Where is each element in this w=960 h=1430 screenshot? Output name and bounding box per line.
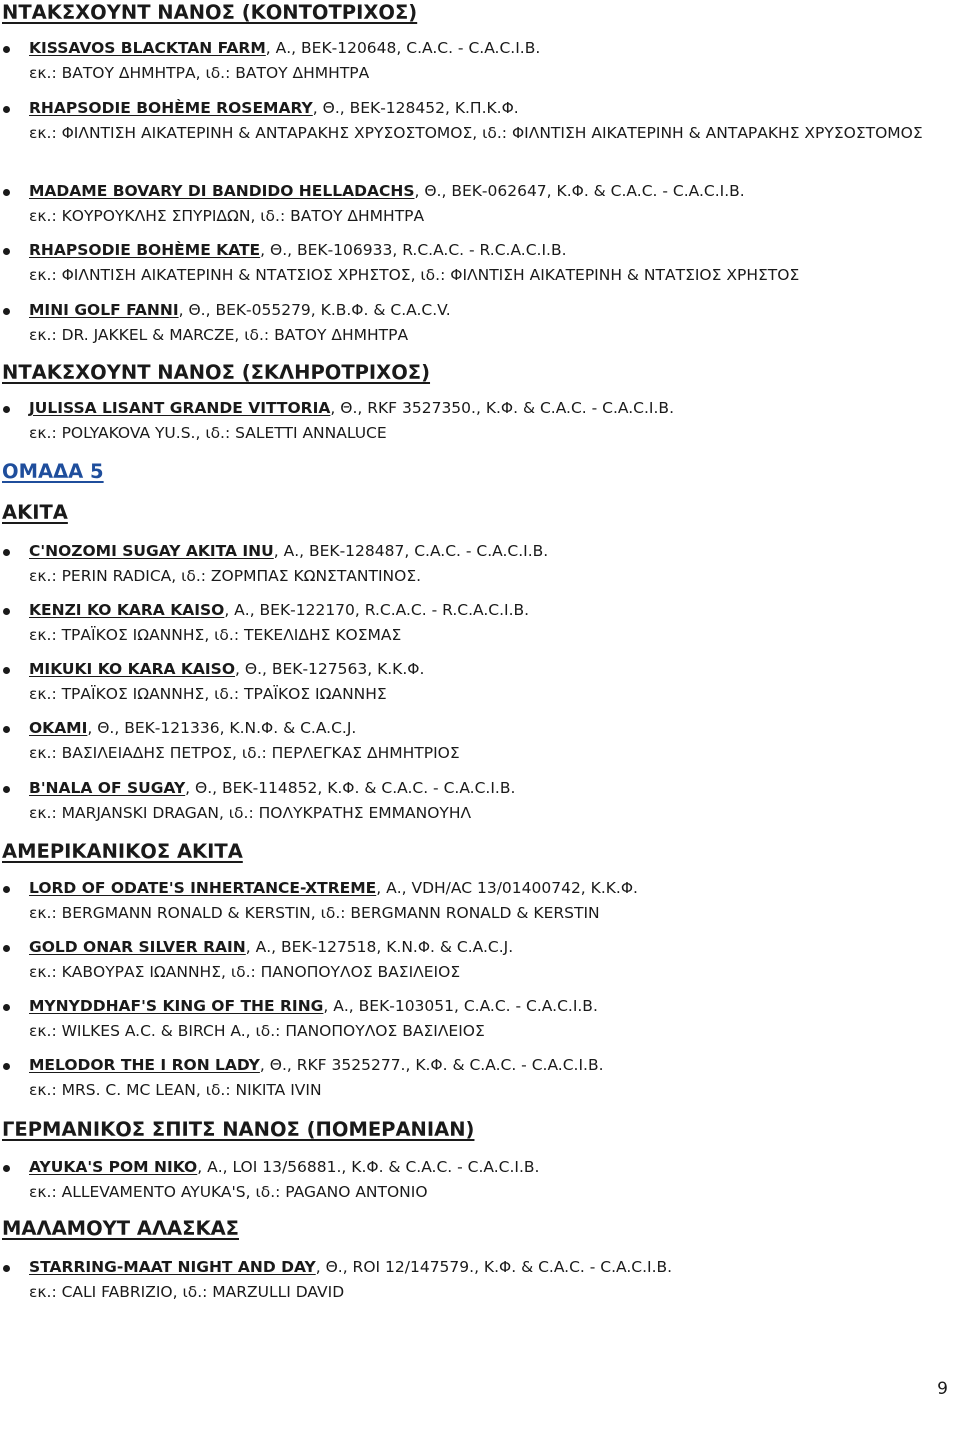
list-item [0,96,929,146]
bullet-icon [3,945,10,952]
section-pomeranian [0,1118,474,1142]
dog-owners: εκ.: ΤΡΑΪΚΟΣ ΙΩΑΝΝΗΣ, ιδ.: ΤΕΚΕΛΙΔΗΣ ΚΟΣΜΑΣ [29,626,402,644]
dog-details: , Θ., ΒΕΚ-121336, Κ.Ν.Φ. & C.A.C.J. [87,719,357,737]
list-item [0,776,515,826]
dog-owners: εκ.: ΤΡΑΪΚΟΣ ΙΩΑΝΝΗΣ, ιδ.: ΤΡΑΪΚΟΣ ΙΩΑΝΝΗΣ [29,685,387,703]
dog-name: MELODOR THE I RON LADY [29,1056,260,1074]
dog-name: STARRING-MAAT NIGHT AND DAY [29,1258,316,1276]
bullet-icon [3,726,10,733]
section-dachshund-miniature-wire [0,361,430,385]
list-item [0,994,598,1044]
dog-name: MADAME BOVARY DI BANDIDO HELLADACHS [29,182,415,200]
dog-details: , Θ., RKF 3525277., Κ.Φ. & C.A.C. - C.A.C.I.B. [259,1056,604,1074]
list-item [0,935,513,985]
section-american-akita [0,840,243,864]
dog-owners: εκ.: ΚΟΥΡΟΥΚΛΗΣ ΣΠΥΡΙΔΩΝ, ιδ.: ΒΑΤΟΥ ΔΗΜΗΤΡΑ [29,207,425,225]
list-item [0,1053,604,1103]
dog-owners: εκ.: ΒΑΣΙΛΕΙΑΔΗΣ ΠΕΤΡΟΣ, ιδ.: ΠΕΡΛΕΓΚΑΣ ΔΗΜΗΤΡΙΟΣ [29,744,460,762]
dog-name: OKAMI [29,719,88,737]
dog-details: , Θ., ΒΕΚ-062647, Κ.Φ. & C.A.C. - C.A.C.I.B. [414,182,745,200]
dog-name: RHAPSODIE BOHÈME ROSEMARY [29,99,313,117]
dog-name: AYUKA'S POM NIKO [29,1158,198,1176]
list-item [0,396,674,446]
dog-owners: εκ.: ΚΑΒΟΥΡΑΣ ΙΩΑΝΝΗΣ, ιδ.: ΠΑΝΟΠΟΥΛΟΣ ΒΑΣΙΛΕΙΟΣ [29,963,461,981]
section-heading: ΑΜΕΡΙΚΑΝΙΚΟΣ ΑΚΙΤΑ [2,840,243,863]
dog-details: , Θ., RKF 3527350., Κ.Φ. & C.A.C. - C.A.C.I.B. [330,399,674,417]
dog-details: , Α., VDH/AC 13/01400742, Κ.Κ.Φ. [376,879,638,897]
bullet-icon [3,406,10,413]
dog-details: , Θ., ΒΕΚ-114852, Κ.Φ. & C.A.C. - C.A.C.I.B. [185,779,516,797]
dog-details: , Α., ΒΕΚ-103051, C.A.C. - C.A.C.I.B. [323,997,598,1015]
dog-name: MIKUKI KO KARA KAISO [29,660,236,678]
list-item [0,1155,539,1205]
bullet-icon [3,1004,10,1011]
page-number: 9 [937,1379,948,1399]
section-heading: ΓΕΡΜΑΝΙΚΟΣ ΣΠΙΤΣ ΝΑΝΟΣ (ΠΟΜΕΡΑΝΙΑΝ) [2,1118,475,1141]
dog-owners: εκ.: MRS. C. MC LEAN, ιδ.: NIKITA IVIN [29,1081,322,1099]
section-heading: ΝΤΑΚΣΧΟΥΝΤ ΝΑΝΟΣ (ΚΟΝΤΟΤΡΙΧΟΣ) [2,1,418,24]
group-heading: ΟΜΑΔΑ 5 [2,460,104,483]
list-item [0,539,548,589]
bullet-icon [3,1265,10,1272]
list-item [0,179,745,229]
dog-details: , Θ., ΒΕΚ-128452, Κ.Π.Κ.Φ. [312,99,519,117]
dog-name: JULISSA LISANT GRANDE VITTORIA [29,399,331,417]
dog-details: , Θ., ΒΕΚ-106933, R.C.A.C. - R.C.A.C.I.B. [260,241,567,259]
list-item [0,598,529,648]
dog-details: , Α., ΒΕΚ-128487, C.A.C. - C.A.C.I.B. [273,542,549,560]
dog-name: RHAPSODIE BOHÈME KATE [29,241,261,259]
dog-owners: εκ.: ALLEVAMENTO AYUKA'S, ιδ.: PAGANO ANTONIO [29,1183,428,1201]
dog-name: GOLD ONAR SILVER RAIN [29,938,246,956]
bullet-icon [3,308,10,315]
bullet-icon [3,608,10,615]
dog-owners: εκ.: ΦΙΛΝΤΙΣΗ ΑΙΚΑΤΕΡΙΝΗ & ΑΝΤΑΡΑΚΗΣ ΧΡΥΣΟΣΤΟΜΟΣ, ιδ.: ΦΙΛΝΤΙΣΗ ΑΙΚΑΤΕΡΙΝΗ & ΑΝΤΑΡΑΚΗΣ ΧΡΥΣΟΣΤΟΜΟΣ [29,124,923,142]
bullet-icon [3,549,10,556]
dog-details: , Α., ΒΕΚ-122170, R.C.A.C. - R.C.A.C.I.B. [224,601,530,619]
dog-details: , Α., ΒΕΚ-127518, Κ.Ν.Φ. & C.A.C.J. [245,938,514,956]
dog-name: KISSAVOS BLACKTAN FARM [29,39,266,57]
dog-owners: εκ.: CALI FABRIZIO, ιδ.: MARZULLI DAVID [29,1283,345,1301]
dog-owners: εκ.: DR. JAKKEL & MARCZE, ιδ.: ΒΑΤΟΥ ΔΗΜΗΤΡΑ [29,326,409,344]
section-dachshund-miniature-smooth [0,1,417,25]
dog-owners: εκ.: BERGMANN RONALD & KERSTIN, ιδ.: BERGMANN RONALD & KERSTIN [29,904,600,922]
dog-name: MINI GOLF FANNI [29,301,179,319]
list-item [0,36,540,86]
dog-owners: εκ.: MARJANSKI DRAGAN, ιδ.: ΠΟΛΥΚΡΑΤΗΣ ΕΜΜΑΝΟΥΗΛ [29,804,472,822]
bullet-icon [3,1063,10,1070]
dog-details: , Θ., ΒΕΚ-127563, Κ.Κ.Φ. [235,660,425,678]
list-item [0,876,638,926]
dog-owners: εκ.: POLYAKOVA YU.S., ιδ.: SALETTI ANNALUCE [29,424,387,442]
dog-name: C'NOZOMI SUGAY AKITA INU [29,542,274,560]
list-item [0,1255,672,1305]
dog-owners: εκ.: ΦΙΛΝΤΙΣΗ ΑΙΚΑΤΕΡΙΝΗ & ΝΤΑΤΣΙΟΣ ΧΡΗΣΤΟΣ, ιδ.: ΦΙΛΝΤΙΣΗ ΑΙΚΑΤΕΡΙΝΗ & ΝΤΑΤΣΙΟΣ ΧΡΗΣΤΟΣ [29,266,800,284]
dog-owners: εκ.: ΒΑΤΟΥ ΔΗΜΗΤΡΑ, ιδ.: ΒΑΤΟΥ ΔΗΜΗΤΡΑ [29,64,370,82]
section-akita [0,501,68,525]
section-alaskan-malamute [0,1217,239,1241]
dog-name: KENZI KO KARA KAISO [29,601,225,619]
dog-details: , Α., ΒΕΚ-120648, C.A.C. - C.A.C.I.B. [265,39,541,57]
section-heading: ΝΤΑΚΣΧΟΥΝΤ ΝΑΝΟΣ (ΣΚΛΗΡΟΤΡΙΧΟΣ) [2,361,431,384]
list-item [0,238,799,288]
bullet-icon [3,248,10,255]
bullet-icon [3,189,10,196]
dog-name: B'NALA OF SUGAY [29,779,186,797]
list-item [0,716,460,766]
bullet-icon [3,786,10,793]
dog-details: , Α., LOI 13/56881., Κ.Φ. & C.A.C. - C.A.C.I.B. [197,1158,540,1176]
dog-details: , Θ., ROI 12/147579., Κ.Φ. & C.A.C. - C.A.C.I.B. [315,1258,673,1276]
dog-details: , Θ., ΒΕΚ-055279, Κ.Β.Φ. & C.A.C.V. [178,301,451,319]
bullet-icon [3,886,10,893]
list-item [0,657,424,707]
bullet-icon [3,46,10,53]
bullet-icon [3,667,10,674]
list-item [0,298,451,348]
dog-owners: εκ.: WILKES A.C. & BIRCH A., ιδ.: ΠΑΝΟΠΟΥΛΟΣ ΒΑΣΙΛΕΙΟΣ [29,1022,485,1040]
section-heading: ΑΚΙΤΑ [2,501,68,524]
dog-name: MYNYDDHAF'S KING OF THE RING [29,997,324,1015]
section-heading: ΜΑΛΑΜΟΥΤ ΑΛΑΣΚΑΣ [2,1217,239,1240]
dog-owners: εκ.: PERIN RADICA, ιδ.: ΖΟΡΜΠΑΣ ΚΩΝΣΤΑΝΤΙΝΟΣ. [29,567,422,585]
section-group-5 [0,460,104,484]
dog-name: LORD OF ODATE'S INHERTANCE-XTREME [29,879,377,897]
bullet-icon [3,1165,10,1172]
bullet-icon [3,106,10,113]
